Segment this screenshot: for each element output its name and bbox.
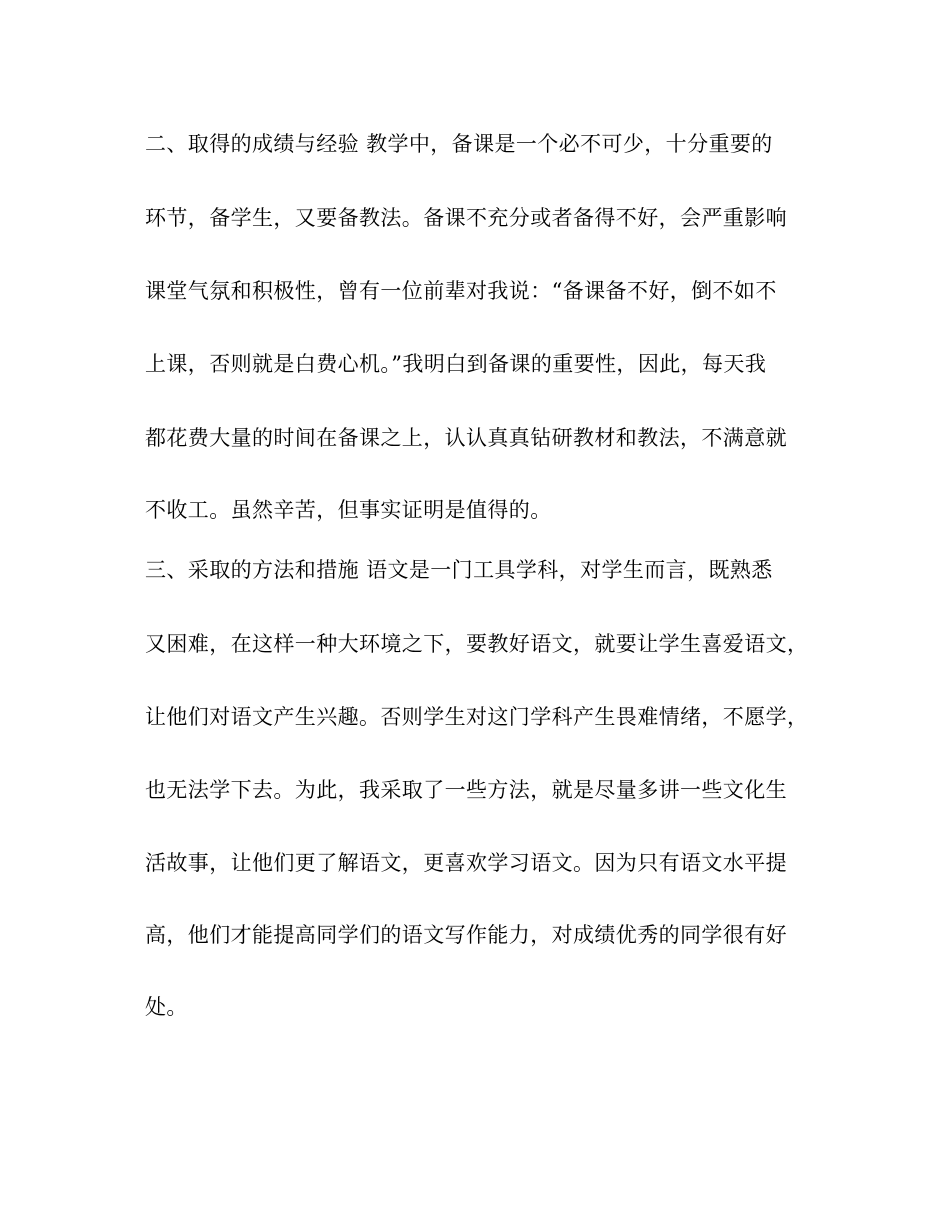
text-line: 三、采取的方法和措施 语文是一门工具学科，对学生而言，既熟悉 [145, 558, 773, 582]
text-line: 也无法学下去。为此，我采取了一些方法，就是尽量多讲一些文化生 [145, 778, 787, 802]
text-line: 环节，备学生，又要备教法。备课不充分或者备得不好，会严重影响 [145, 206, 787, 230]
text-line: 上课，否则就是白费心机。”我明白到备课的重要性，因此，每天我 [145, 352, 767, 376]
text-line: 高，他们才能提高同学们的语文写作能力，对成绩优秀的同学很有好 [145, 923, 787, 947]
text-line: 不收工。虽然辛苦，但事实证明是值得的。 [145, 498, 552, 522]
text-line: 二、取得的成绩与经验 教学中，备课是一个必不可少，十分重要的 [145, 132, 773, 156]
text-line: 处。 [145, 995, 188, 1019]
text-line: 课堂气氛和积极性，曾有一位前辈对我说：“备课备不好，倒不如不 [145, 279, 777, 303]
text-line: 又困难，在这样一种大环境之下，要教好语文，就要让学生喜爱语文， [145, 632, 809, 656]
text-line: 让他们对语文产生兴趣。否则学生对这门学科产生畏难情绪，不愿学， [145, 705, 809, 729]
text-line: 活故事，让他们更了解语文，更喜欢学习语文。因为只有语文水平提 [145, 851, 787, 875]
text-line: 都花费大量的时间在备课之上，认认真真钻研教材和教法，不满意就 [145, 426, 787, 450]
